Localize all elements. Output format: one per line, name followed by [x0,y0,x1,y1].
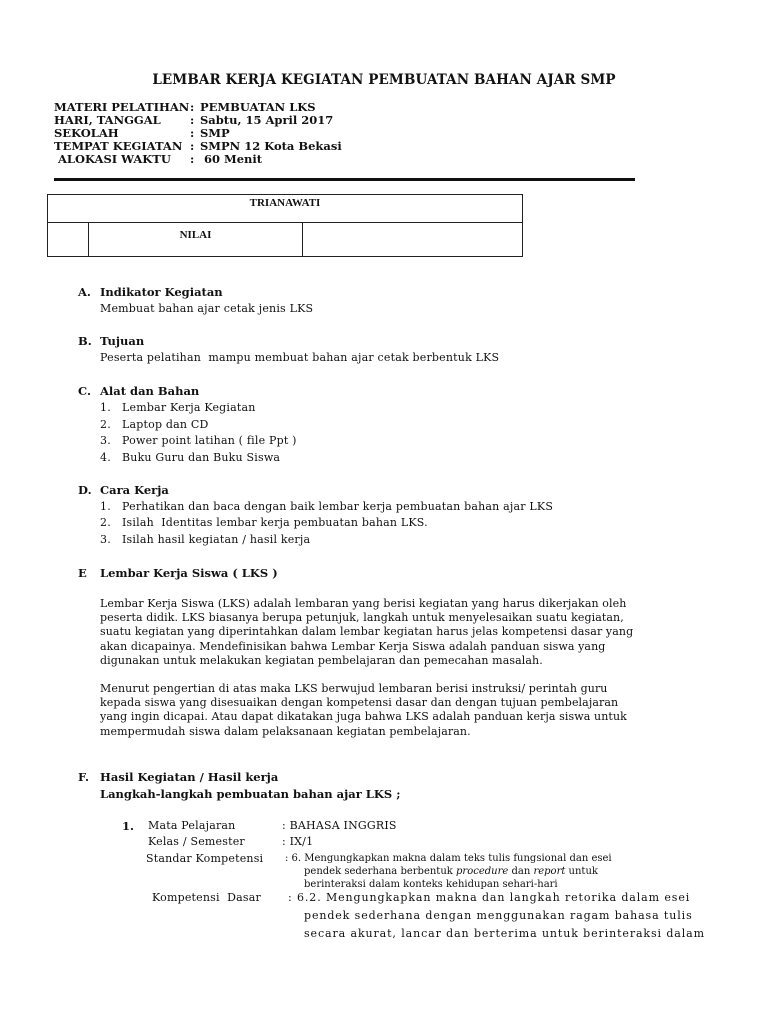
sk-term-report: report [533,866,566,877]
list-item [100,451,280,464]
mapel-label: Mata Pelajaran [148,819,236,832]
sk-term-procedure: procedure [456,866,509,877]
section-a-heading [78,285,223,299]
section-c-heading [78,384,199,398]
section-title: Tujuan [100,334,145,348]
list-number: 3. [100,533,111,546]
list-number: 3. [100,434,111,447]
kelas-label: Kelas / Semester [148,835,245,848]
section-a-text: Membuat bahan ajar cetak jenis LKS [100,302,314,315]
section-d-heading [78,483,169,497]
paragraph-line: yang ingin dicapai. Atau dapat dikatakan juga bahwa LKS adalah panduan kerja siswa untuk [100,710,627,724]
paragraph-line: Lembar Kerja Siswa (LKS) adalah lembaran yang berisi kegiatan yang harus dikerjakan oleh [100,597,627,610]
step-number: 1. [122,819,135,833]
sk-label: Standar Kompetensi [146,852,264,865]
list-text: Buku Guru dan Buku Siswa [122,451,281,464]
meta-value: SMP [200,126,230,140]
paragraph-line: mempermudah siswa dalam pelaksanaan kegiatan pembelajaran. [100,724,471,738]
section-marker: B. [78,334,92,348]
section-title: Cara Kerja [100,483,169,497]
section-marker: A. [78,285,91,299]
list-text: Power point latihan ( file Ppt ) [122,434,297,447]
meta-colon: : [190,100,195,114]
list-number: 4. [100,451,111,464]
meta-colon: : [190,113,195,127]
section-title: Alat dan Bahan [100,384,200,398]
kd-line-3: secara akurat, lancar dan berterima untuk berinteraksi dalam [304,927,705,940]
meta-colon: : [190,126,195,140]
list-text: Isilah hasil kegiatan / hasil kerja [122,533,311,546]
list-number: 1. [100,401,111,414]
section-b-text: Peserta pelatihan mampu membuat bahan ajar cetak berbentuk LKS [100,351,500,364]
section-marker: C. [78,384,91,398]
section-f-subheading: Langkah-langkah pembuatan bahan ajar LKS ; [100,787,401,801]
sk-text: untuk [565,866,598,877]
list-text: Lembar Kerja Kegiatan [122,401,256,414]
kd-label: Kompetensi Dasar [152,891,261,904]
section-marker: E [78,566,87,580]
section-e-heading [78,566,278,580]
section-f-heading [78,770,278,784]
section-title: Hasil Kegiatan / Hasil kerja [100,770,279,784]
score-label: NILAI [89,222,303,256]
meta-value: SMPN 12 Kota Bekasi [200,139,342,153]
section-e-paragraph-1 [100,597,710,668]
section-marker: F. [78,770,90,784]
list-item [100,533,310,546]
meta-colon: : [190,139,195,153]
meta-value: Sabtu, 15 April 2017 [200,113,334,127]
meta-label: TEMPAT KEGIATAN [54,139,183,153]
sk-line-3: berinteraksi dalam konteks kehidupan sehari-hari [304,879,558,890]
sk-text: dan [508,866,534,877]
list-number: 2. [100,418,111,431]
sk-line-1: : 6. Mengungkapkan makna dalam teks tulis fungsional dan esei [285,853,612,864]
section-title: Lembar Kerja Siswa ( LKS ) [100,566,278,580]
paragraph-line: kepada siswa yang disesuaikan dengan kompetensi dasar dan dengan tujuan pembelajaran [100,696,619,710]
paragraph-line: suatu kegiatan yang diperintahkan dalam lembar kegiatan harus jelas kompetensi dasar yang [100,625,634,639]
list-number: 1. [100,500,111,513]
kd-line-1: : 6.2. Mengungkapkan makna dan langkah retorika dalam esei [288,891,691,904]
meta-label: MATERI PELATIHAN [54,100,190,114]
kelas-value: : IX/1 [282,835,314,848]
paragraph-line: digunakan untuk melakukan kegiatan pembelajaran dan pemecahan masalah. [100,653,543,667]
list-text: Perhatikan dan baca dengan baik lembar kerja pembuatan bahan ajar LKS [122,500,554,513]
mapel-value: : BAHASA INGGRIS [282,819,397,832]
meta-label: SEKOLAH [54,126,119,140]
list-item [100,500,553,513]
sk-line-2 [304,866,598,877]
kd-line-2: pendek sederhana dengan menggunakan ragam bahasa tulis [304,909,693,922]
paragraph-line: akan dicapainya. Mendefinisikan bahwa Lembar Kerja Siswa adalah panduan siswa yang [100,639,606,653]
meta-value: 60 Menit [200,152,263,166]
paragraph-line: Menurut pengertian di atas maka LKS berwujud lembaran berisi instruksi/ perintah guru [100,682,608,695]
table-cell-empty [48,222,89,256]
section-title: Indikator Kegiatan [100,285,223,299]
document-title: LEMBAR KERJA KEGIATAN PEMBUATAN BAHAN AJAR SMP [152,72,616,88]
section-b-heading [78,334,144,348]
meta-label: ALOKASI WAKTU [54,152,171,166]
header-divider [54,178,635,181]
section-e-paragraph-2 [100,682,710,739]
participant-name: TRIANAWATI [48,195,522,223]
name-score-table [47,194,523,257]
meta-label: HARI, TANGGAL [54,113,161,127]
list-item [100,434,297,447]
list-number: 2. [100,516,111,529]
list-text: Isilah Identitas lembar kerja pembuatan bahan LKS. [122,516,428,529]
list-item [100,401,256,414]
score-value-cell [303,222,522,256]
section-marker: D. [78,483,92,497]
list-text: Laptop dan CD [122,418,209,431]
list-item [100,516,428,529]
list-item [100,418,209,431]
paragraph-line: peserta didik. LKS biasanya berupa petunjuk, langkah untuk menyelesaikan suatu kegiatan, [100,611,624,625]
sk-text: pendek sederhana berbentuk [304,866,457,877]
meta-value: PEMBUATAN LKS [200,100,316,114]
meta-colon: : [190,152,195,166]
